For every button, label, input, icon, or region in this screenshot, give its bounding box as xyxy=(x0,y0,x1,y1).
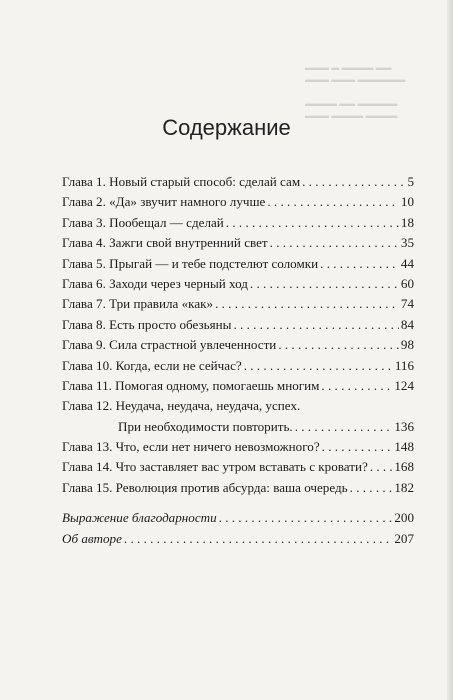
toc-page-number: 182 xyxy=(394,479,414,495)
leader-dots xyxy=(320,254,399,274)
toc-entry-chapter-12[interactable] xyxy=(62,396,414,437)
leader-dots xyxy=(244,356,393,376)
leader-dots xyxy=(322,437,393,457)
toc-entry-title: Глава 13. Что, если нет ничего невозможного? xyxy=(62,439,320,455)
toc-page-number: 124 xyxy=(394,377,414,393)
toc-page-number: 35 xyxy=(400,235,414,251)
toc-page-number: 116 xyxy=(394,357,414,373)
leader-dots xyxy=(370,457,393,477)
toc-page-number: 18 xyxy=(400,214,414,230)
toc-entry-title: Выражение благодарности xyxy=(62,510,217,526)
leader-dots xyxy=(302,172,405,192)
toc-entry-title: Глава 7. Три правила «как» xyxy=(62,296,214,312)
toc-page-number: 168 xyxy=(394,459,414,475)
toc-entry[interactable] xyxy=(62,294,414,314)
toc-entry[interactable] xyxy=(62,315,414,335)
leader-dots xyxy=(219,508,393,528)
toc-entry-title: Глава 1. Новый старый способ: сделай сам xyxy=(62,174,301,189)
toc-entry[interactable] xyxy=(62,335,414,355)
toc-entry-title: Глава 15. Революция против абсурда: ваша очередь xyxy=(62,479,348,495)
toc-entry[interactable] xyxy=(62,478,414,498)
leader-dots xyxy=(226,213,399,233)
leader-dots xyxy=(250,274,399,294)
toc-entry-title-line1: Глава 12. Неудача, неудача, неудача, успех. xyxy=(62,398,301,414)
toc-entry[interactable] xyxy=(62,437,414,457)
toc-page-number: 207 xyxy=(394,530,414,546)
toc-page-number: 98 xyxy=(400,337,414,353)
toc-entry[interactable] xyxy=(62,213,414,233)
leader-dots xyxy=(233,315,398,335)
toc-page-number: 44 xyxy=(400,255,414,271)
toc-entry-title: Глава 8. Есть просто обезьяны xyxy=(62,316,232,332)
leader-dots xyxy=(270,233,399,253)
toc-entry-title: Глава 2. «Да» звучит намного лучше xyxy=(62,194,266,210)
toc-entry-title: Глава 10. Когда, если не сейчас? xyxy=(62,357,242,373)
toc-entry-title: Глава 14. Что заставляет вас утром вставать с кровати? xyxy=(62,459,368,475)
toc-page-number: 84 xyxy=(400,316,414,332)
toc-entry[interactable] xyxy=(62,274,414,294)
leader-dots xyxy=(267,192,399,212)
toc-page-number: 10 xyxy=(400,194,414,210)
leader-dots xyxy=(124,529,392,549)
page-edge xyxy=(447,0,453,700)
page-title: Содержание xyxy=(162,114,291,140)
leader-dots xyxy=(215,294,399,314)
toc-entry[interactable] xyxy=(62,356,414,376)
toc-entry[interactable] xyxy=(62,376,414,396)
toc-entry-title: Глава 6. Заходи через черный ход xyxy=(62,275,248,291)
toc-page-number: 5 xyxy=(407,174,414,189)
toc-entry[interactable] xyxy=(62,233,414,253)
leader-dots xyxy=(321,376,392,396)
toc-entry[interactable] xyxy=(62,529,414,549)
toc-entry[interactable] xyxy=(62,192,414,212)
toc-entry-title: Глава 11. Помогая одному, помогаешь многим xyxy=(62,377,320,393)
leader-dots xyxy=(278,335,399,355)
toc-page-number: 74 xyxy=(400,296,414,312)
table-of-contents xyxy=(62,172,414,549)
toc-entry-title: Глава 3. Пообещал — сделай xyxy=(62,214,224,230)
toc-entry-title: Об авторе xyxy=(62,530,122,546)
toc-entry-title: Глава 4. Зажги свой внутренний свет xyxy=(62,235,268,251)
toc-entry[interactable] xyxy=(62,254,414,274)
leader-dots xyxy=(295,417,393,437)
toc-entry[interactable] xyxy=(62,172,414,192)
toc-entry[interactable] xyxy=(62,457,414,477)
toc-page-number: 60 xyxy=(400,275,414,291)
leader-dots xyxy=(350,478,393,498)
toc-entry-title: Глава 5. Прыгай — и тебе подстелют соломки xyxy=(62,255,319,271)
bleed-through-text: ▬▬▬ ▬ ▬▬▬▬ ▬▬ ▬▬▬ ▬▬▬ ▬▬▬▬▬▬ ▬▬▬▬ ▬▬ ▬▬▬▬▬ ▬▬▬ ▬▬▬▬ ▬▬▬▬ xyxy=(305,63,406,120)
toc-page-number: 136 xyxy=(394,418,414,434)
toc-entry-title: Глава 9. Сила страстной увлеченности xyxy=(62,337,277,353)
toc-page-number: 200 xyxy=(394,510,414,526)
toc-page-number: 148 xyxy=(394,439,414,455)
toc-entry[interactable] xyxy=(62,508,414,528)
toc-entry-title-line2: При необходимости повторить. xyxy=(118,418,293,434)
